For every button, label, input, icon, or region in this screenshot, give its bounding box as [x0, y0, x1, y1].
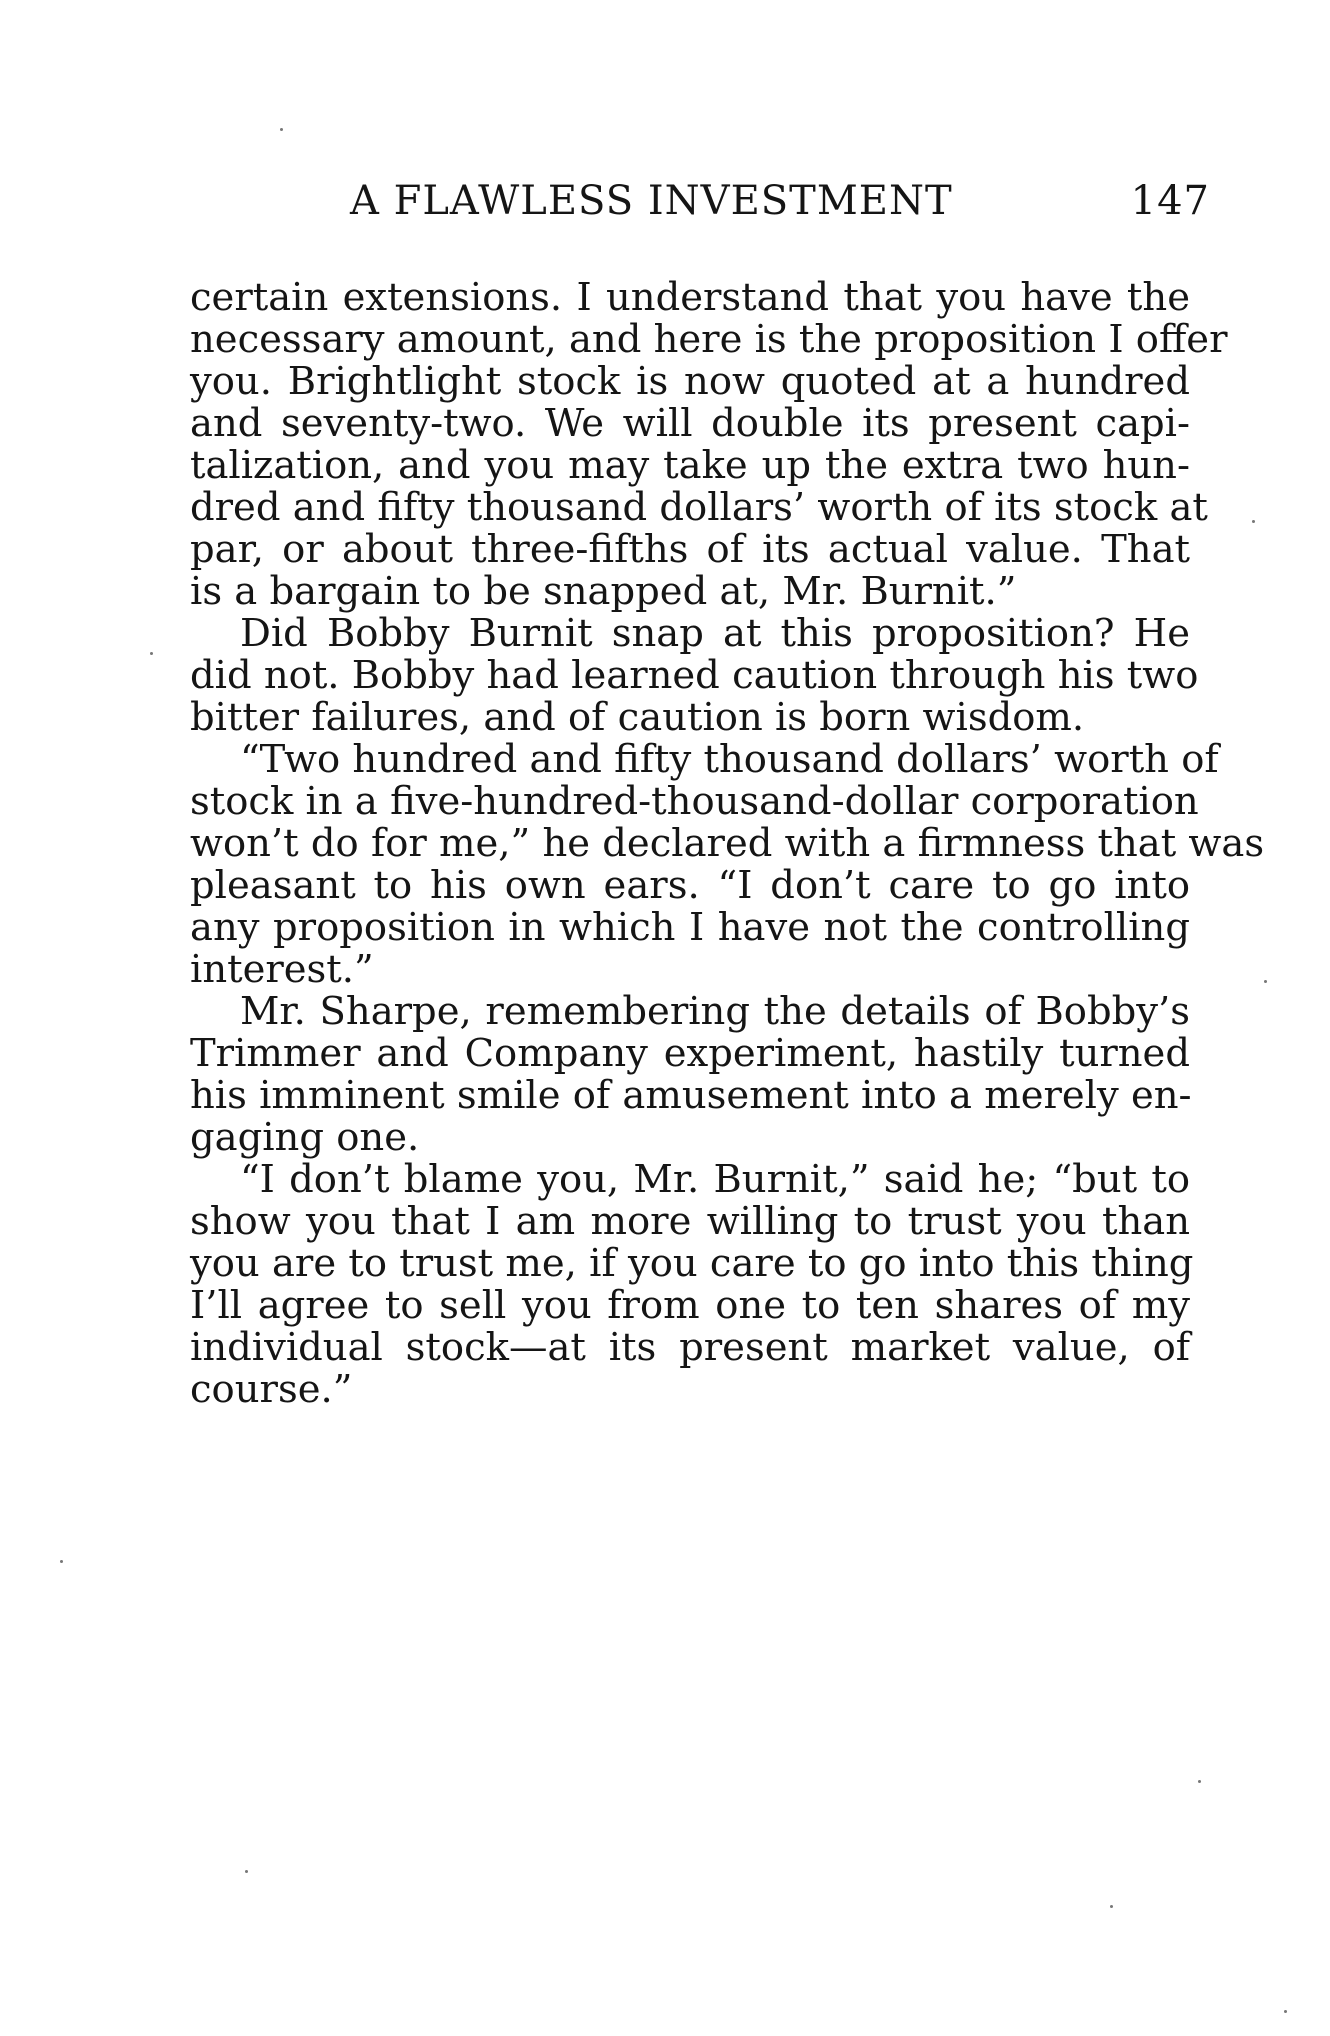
- text-line: show you that I am more willing to trust you than: [190, 1199, 1190, 1244]
- text-line: par, or about three-fifths of its actual value. That: [190, 527, 1190, 572]
- text-line: stock in a five-hundred-thousand-dollar corporation: [190, 779, 1199, 824]
- scan-speck: [1110, 1905, 1113, 1908]
- text-line: individual stock—at its present market value, of: [190, 1325, 1190, 1370]
- text-line: any proposition in which I have not the controlling: [190, 905, 1190, 950]
- text-line: course.”: [190, 1367, 353, 1412]
- text-line: and seventy-two. We will double its present capi-: [190, 401, 1190, 446]
- running-title: A FLAWLESS INVESTMENT: [350, 178, 953, 224]
- text-line: certain extensions. I understand that you have the: [190, 275, 1190, 320]
- text-line: bitter failures, and of caution is born wisdom.: [190, 695, 1085, 740]
- text-line: gaging one.: [190, 1115, 420, 1160]
- text-line: you. Brightlight stock is now quoted at a hundred: [190, 359, 1190, 404]
- text-line: “Two hundred and fifty thousand dollars’ worth of: [240, 737, 1219, 782]
- text-line: “I don’t blame you, Mr. Burnit,” said he; “but to: [240, 1157, 1190, 1202]
- scan-speck: [245, 1870, 248, 1873]
- scan-speck: [1264, 980, 1267, 983]
- scan-speck: [1198, 1780, 1201, 1783]
- text-line: his imminent smile of amusement into a merely en-: [190, 1073, 1192, 1118]
- text-line: Trimmer and Company experiment, hastily turned: [190, 1031, 1190, 1076]
- text-line: talization, and you may take up the extra two hun-: [190, 443, 1190, 488]
- scan-speck: [150, 652, 153, 655]
- text-line: Did Bobby Burnit snap at this proposition? He: [240, 611, 1190, 656]
- text-line: Mr. Sharpe, remembering the details of Bobby’s: [240, 989, 1190, 1034]
- text-line: is a bargain to be snapped at, Mr. Burnit.”: [190, 569, 1017, 614]
- scan-speck: [60, 1560, 63, 1563]
- text-line: did not. Bobby had learned caution through his two: [190, 653, 1199, 698]
- page-number: 147: [1130, 178, 1210, 224]
- text-line: won’t do for me,” he declared with a firmness that was: [190, 821, 1265, 866]
- scan-speck: [1252, 520, 1255, 523]
- text-line: necessary amount, and here is the proposition I offer: [190, 317, 1228, 362]
- scan-speck: [1284, 2010, 1287, 2013]
- text-line: interest.”: [190, 947, 374, 992]
- page-header: [350, 178, 1210, 228]
- text-line: you are to trust me, if you care to go into this thing: [190, 1241, 1194, 1286]
- scan-speck: [280, 128, 283, 131]
- text-line: dred and fifty thousand dollars’ worth of its stock at: [190, 485, 1208, 530]
- text-line: pleasant to his own ears. “I don’t care to go into: [190, 863, 1190, 908]
- text-line: I’ll agree to sell you from one to ten shares of my: [190, 1283, 1190, 1328]
